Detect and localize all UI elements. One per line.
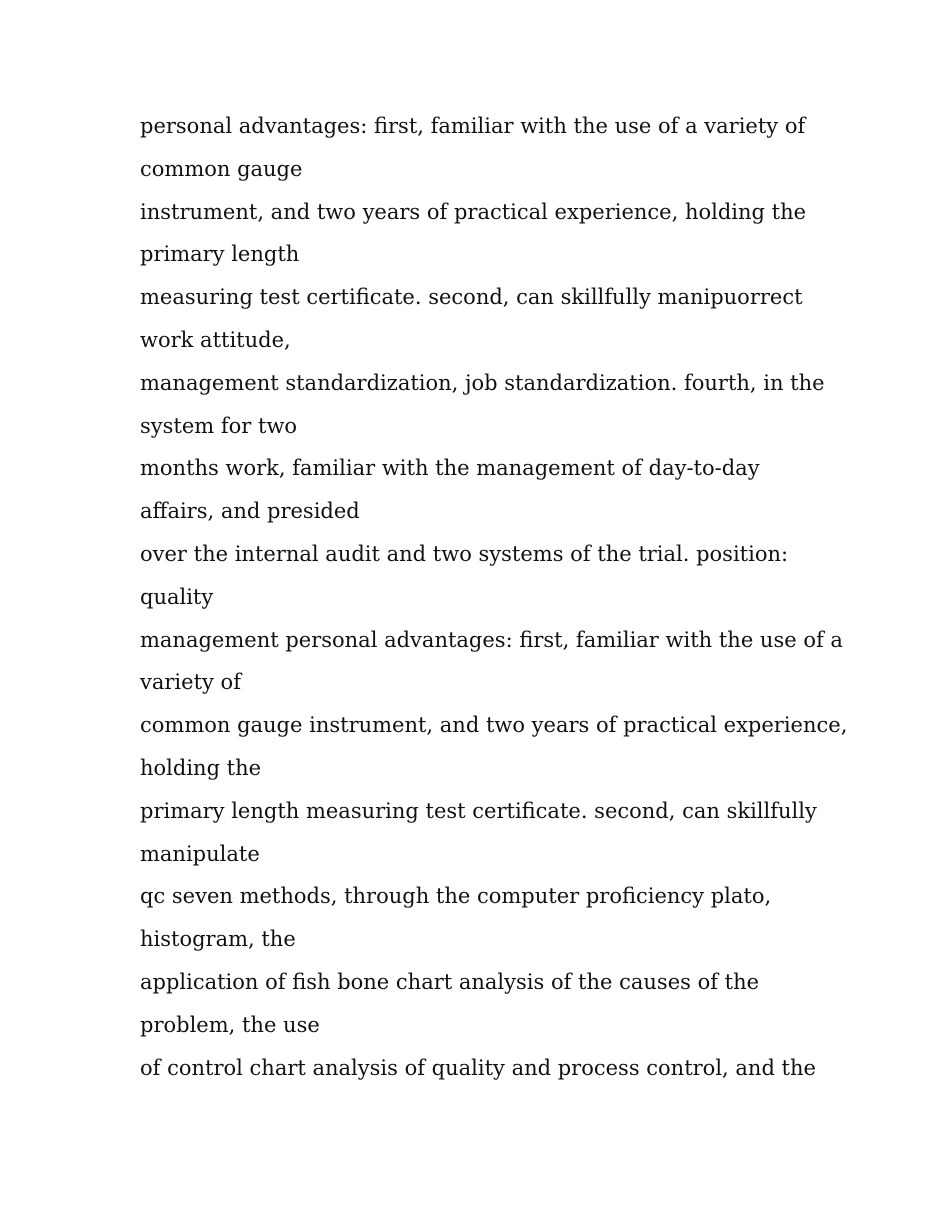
- text-line: application of fish bone chart analysis of the causes of the: [140, 969, 760, 994]
- text-line: histogram, the: [140, 927, 296, 952]
- text-line: over the internal audit and two systems of the trial. position:: [140, 541, 789, 566]
- text-line: primary length measuring test certificate. second, can skillfully: [140, 798, 817, 823]
- text-line: work attitude,: [140, 327, 291, 352]
- text-line: primary length: [140, 242, 300, 267]
- text-line: management personal advantages: first, familiar with the use of a: [140, 627, 843, 652]
- text-line: problem, the use: [140, 1012, 320, 1037]
- text-line: manipulate: [140, 841, 260, 866]
- text-line: common gauge instrument, and two years of practical experience,: [140, 713, 848, 738]
- text-line: system for two: [140, 413, 298, 438]
- text-line: quality: [140, 584, 214, 609]
- text-line: months work, familiar with the management of day-to-day: [140, 456, 760, 481]
- body-text: [140, 105, 848, 1089]
- text-line: management standardization, job standardization. fourth, in the: [140, 370, 825, 395]
- text-line: qc seven methods, through the computer proficiency plato,: [140, 884, 772, 909]
- text-line: common gauge: [140, 156, 303, 181]
- text-line: measuring test certificate. second, can skillfully manipuorrect: [140, 285, 803, 310]
- text-line: of control chart analysis of quality and process control, and the: [140, 1055, 816, 1080]
- text-line: holding the: [140, 755, 262, 780]
- text-line: variety of: [140, 670, 241, 695]
- text-line: personal advantages: first, familiar with the use of a variety of: [140, 114, 806, 138]
- text-line: instrument, and two years of practical experience, holding the: [140, 199, 807, 224]
- text-line: affairs, and presided: [140, 499, 360, 524]
